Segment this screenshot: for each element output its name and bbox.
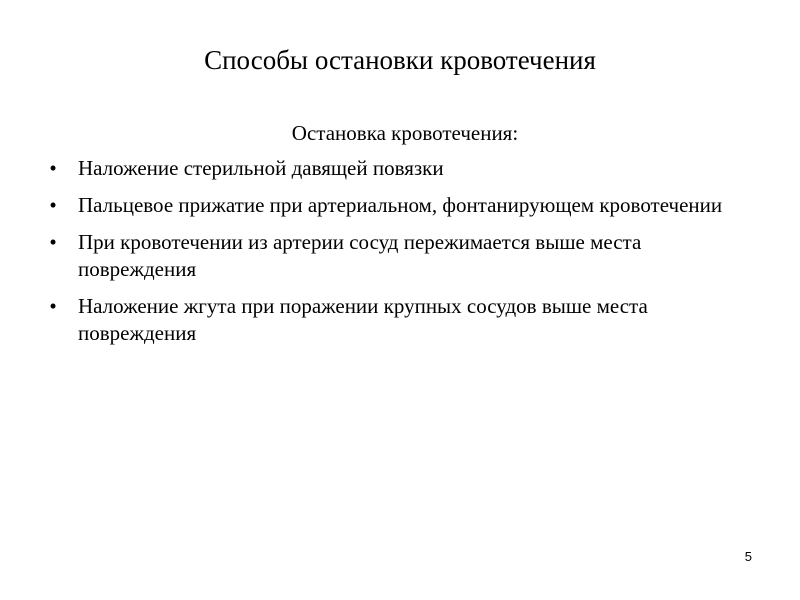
- list-item-text: При кровотечении из артерии сосуд пережимается выше места повреждения: [78, 230, 642, 281]
- list-item-text: Наложение стерильной давящей повязки: [78, 156, 444, 180]
- list-item: [40, 192, 750, 219]
- page-number: 5: [744, 549, 752, 564]
- bullet-icon: •: [49, 294, 57, 318]
- bullet-icon: •: [49, 193, 57, 217]
- slide-content: [40, 118, 750, 357]
- list-item-text: Пальцевое прижатие при артериальном, фонтанирующем кровотечении: [78, 193, 723, 217]
- list-item: [40, 229, 750, 283]
- list-item: [40, 293, 750, 347]
- bullet-icon: •: [49, 156, 57, 180]
- list-item: [40, 155, 750, 182]
- bullet-icon: •: [49, 230, 57, 254]
- list-item-text: Наложение жгута при поражении крупных сосудов выше места повреждения: [78, 294, 648, 345]
- bullet-list: [40, 155, 750, 347]
- slide-title: Способы остановки кровотечения: [204, 45, 596, 75]
- subheading: Остановка кровотечения:: [291, 121, 519, 145]
